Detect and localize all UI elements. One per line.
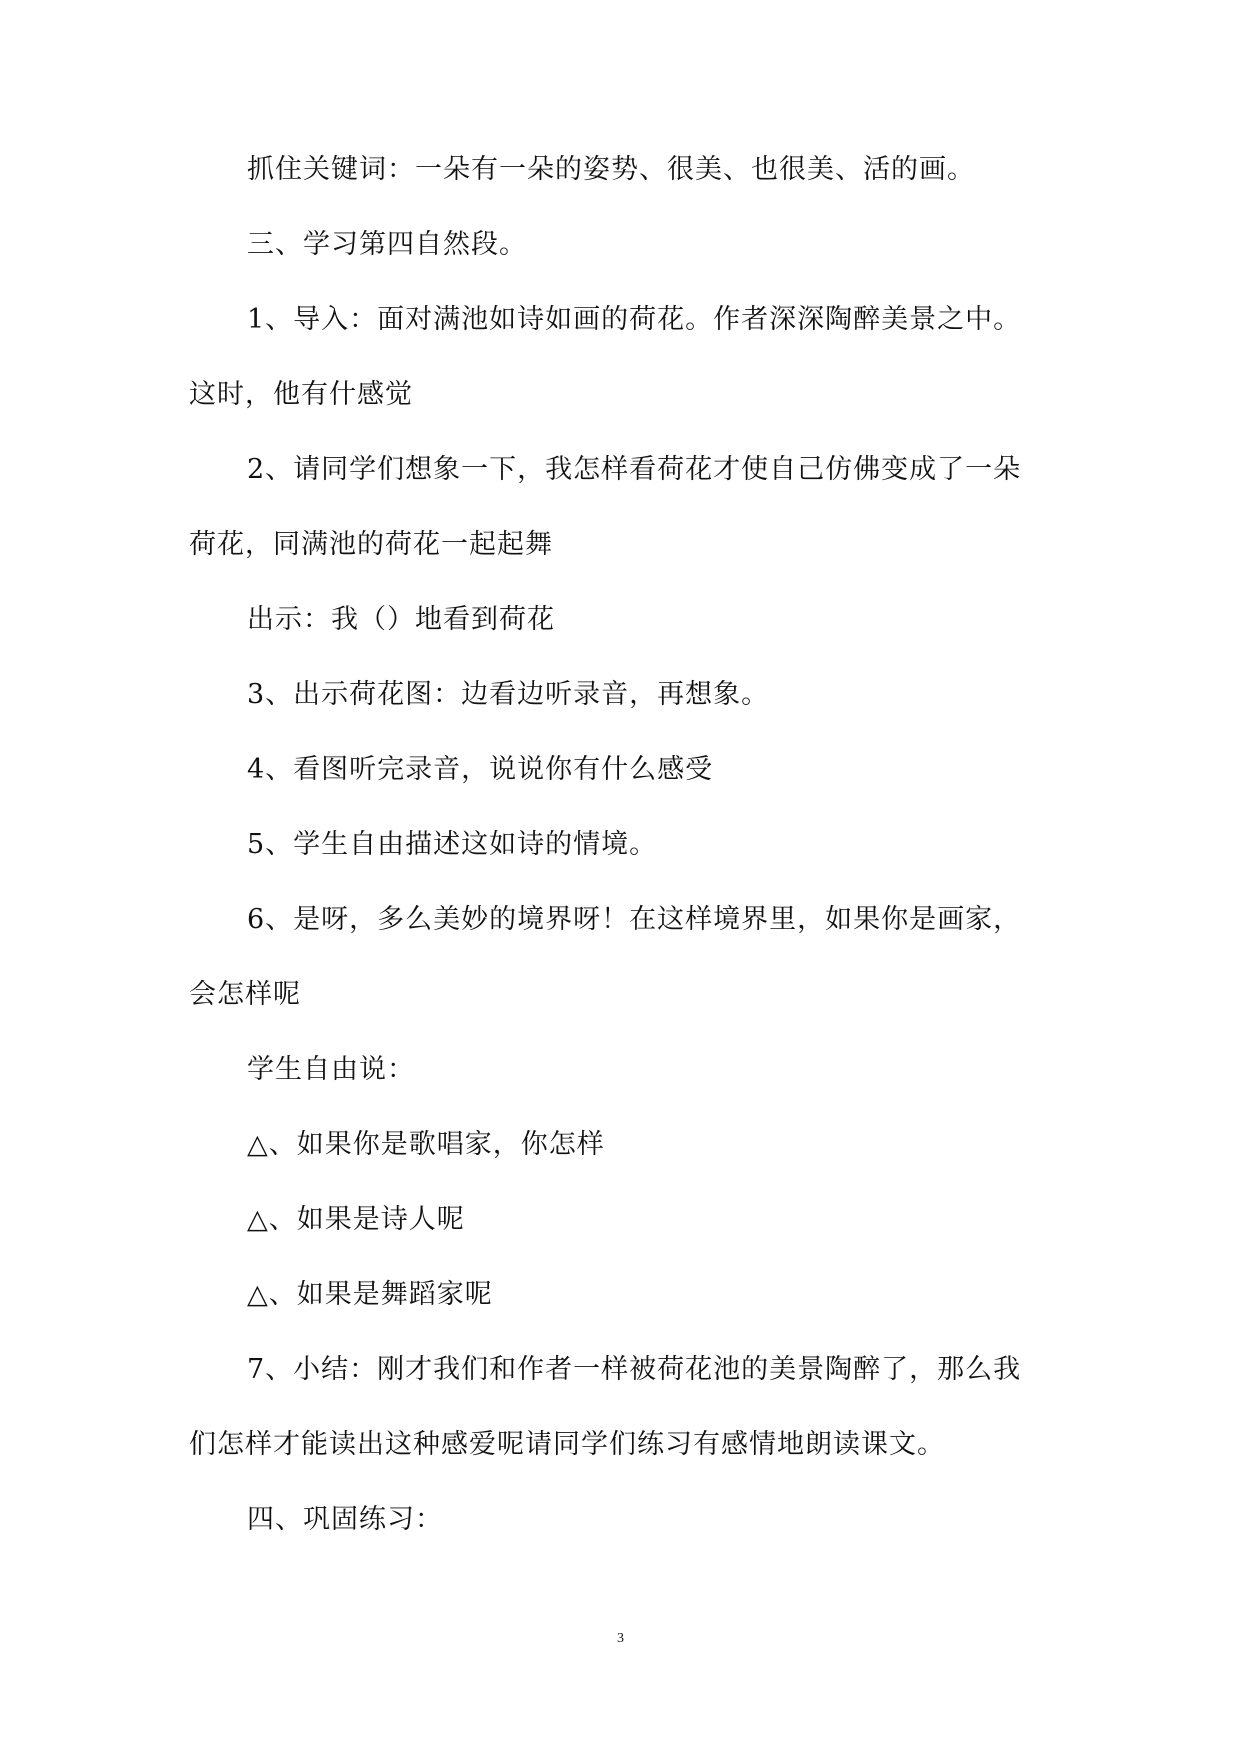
list-item: △、如果是舞蹈家呢 bbox=[247, 1279, 493, 1310]
list-item: △、如果你是歌唱家，你怎样 bbox=[247, 1129, 605, 1160]
paragraph-line: 抓住关键词：一朵有一朵的姿势、很美、也很美、活的画。 bbox=[247, 154, 975, 185]
paragraph-line: 4、看图听完录音，说说你有什么感受 bbox=[247, 754, 714, 785]
paragraph-line: 荷花，同满池的荷花一起起舞 bbox=[189, 529, 553, 560]
paragraph-line: 学生自由说： bbox=[247, 1054, 415, 1085]
page-number: 3 bbox=[617, 1631, 624, 1646]
section-heading: 四、巩固练习： bbox=[247, 1504, 443, 1535]
paragraph-line: 5、学生自由描述这如诗的情境。 bbox=[247, 829, 658, 860]
section-heading: 三、学习第四自然段。 bbox=[247, 229, 527, 260]
paragraph-line: 这时，他有什感觉 bbox=[189, 379, 413, 410]
paragraph-line: 们怎样才能读出这种感爱呢请同学们练习有感情地朗读课文。 bbox=[189, 1429, 945, 1460]
paragraph-line: 6、是呀，多么美妙的境界呀！在这样境界里，如果你是画家， bbox=[247, 904, 1022, 935]
paragraph-line: 2、请同学们想象一下，我怎样看荷花才使自己仿佛变成了一朵 bbox=[247, 454, 1022, 485]
list-item: △、如果是诗人呢 bbox=[247, 1204, 465, 1235]
paragraph-line: 1、导入：面对满池如诗如画的荷花。作者深深陶醉美景之中。 bbox=[247, 304, 1022, 335]
paragraph-line: 出示：我（）地看到荷花 bbox=[247, 604, 555, 635]
paragraph-line: 7、小结：刚才我们和作者一样被荷花池的美景陶醉了，那么我 bbox=[247, 1354, 1022, 1385]
paragraph-line: 会怎样呢 bbox=[189, 979, 301, 1010]
paragraph-line: 3、出示荷花图：边看边听录音，再想象。 bbox=[247, 679, 770, 710]
